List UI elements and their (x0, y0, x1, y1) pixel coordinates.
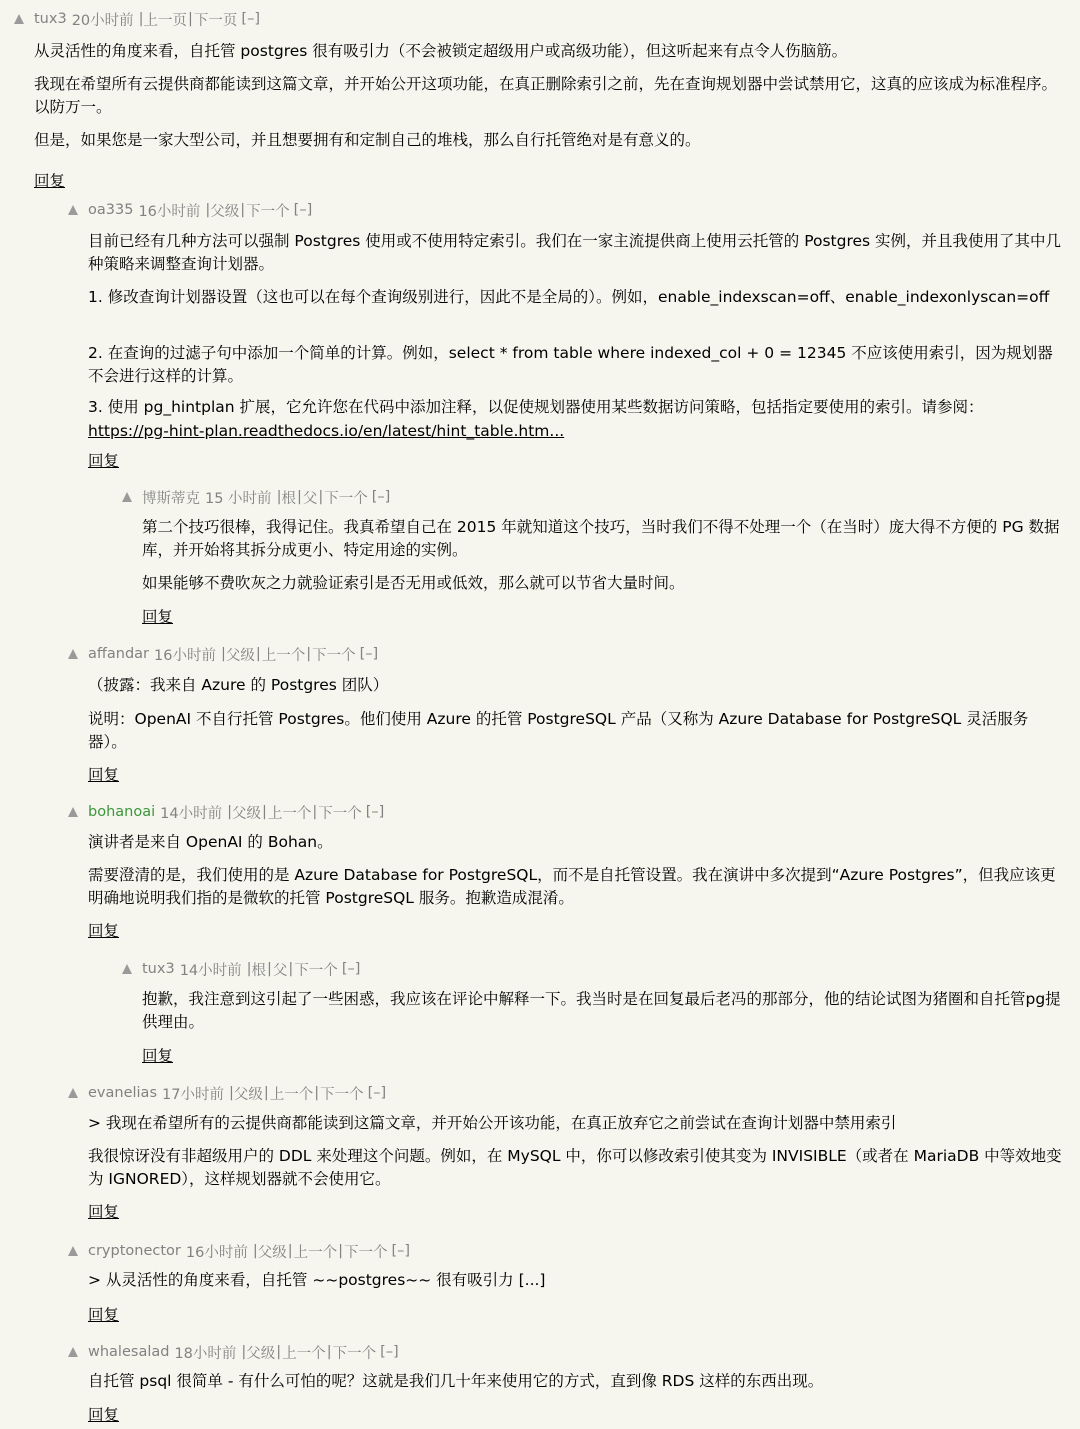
nav-link[interactable]: 父 (302, 490, 318, 507)
upvote-arrow-icon[interactable] (68, 205, 78, 215)
comment-age-link[interactable]: 17小时前 (162, 1086, 224, 1103)
nav-separator: | (241, 1344, 247, 1360)
comment-paragraph: 第二个技巧很棒，我得记住。我真希望自己在 2015 年就知道这个技巧，当时我们不得不处理一个（在当时）庞大得不方便的 PG 数据库，并开始将其拆分成更小、特定用途的实例。 (142, 518, 1060, 559)
comment-paragraph: 抱歉，我注意到这引起了一些困惑，我应该在评论中解释一下。我当时是在回复最后老冯的那部分，他的结论试图为猪圈和自托管pg提供理由。 (142, 990, 1061, 1031)
nav-separator: | (205, 202, 211, 218)
comment-paragraph: 演讲者是来自 OpenAI 的 Bohan。 (88, 833, 333, 851)
nav-separator: | (263, 1085, 269, 1101)
upvote-arrow-icon[interactable] (14, 14, 24, 24)
nav-separator: | (227, 804, 232, 820)
nav-separator: | (326, 1344, 332, 1360)
nav-link[interactable]: 上一个 (261, 647, 306, 664)
comment-paragraph: 需要澄清的是，我们使用的是 Azure Database for PostgreSQL，而不是自托管设置。我在演讲中多次提到“Azure Postgres”，但我应该更明确地说明我们指的是微软的托管 PostgreSQL 服务。抱歉造成混淆。 (88, 866, 1056, 907)
comment-header (122, 486, 390, 508)
nav-link[interactable]: 下一个 (246, 203, 290, 220)
comment-age-link[interactable]: 16小时前 (185, 1244, 248, 1261)
collapse-toggle[interactable]: [–] (367, 1085, 387, 1101)
nav-link[interactable]: 上一个 (293, 1244, 338, 1261)
reply-link[interactable]: 回复 (88, 922, 120, 940)
comment-paragraph: 自托管 psql 很简单 - 有什么可怕的呢？这就是我们几十年来使用它的方式，直到像 RDS 这样的东西出现。 (88, 1372, 824, 1390)
comment-age-link[interactable]: 20小时前 (71, 12, 134, 29)
comment-paragraph: 目前已经有几种方法可以强制 Postgres 使用或不使用特定索引。我们在一家主流提供商上使用云托管的 Postgres 实例，并且我使用了其中几种策略来调整查询计划器。 (88, 232, 1062, 273)
comment-header (68, 1082, 386, 1104)
nav-separator: | (312, 804, 318, 820)
collapse-toggle[interactable]: [–] (391, 1243, 411, 1259)
collapse-toggle[interactable]: [–] (359, 646, 379, 662)
nav-separator: | (276, 489, 282, 505)
collapse-toggle[interactable]: [–] (341, 961, 361, 977)
nav-link[interactable]: 父级 (225, 647, 255, 664)
nav-separator: | (288, 961, 294, 977)
reply-link[interactable]: 回复 (142, 1047, 174, 1065)
comment-header (68, 643, 378, 665)
comment-author-link[interactable]: whalesalad (88, 1344, 170, 1360)
collapse-toggle[interactable]: [–] (241, 11, 260, 27)
nav-separator: | (240, 202, 246, 218)
nav-separator: | (314, 1085, 320, 1101)
comment-age-link[interactable]: 14小时前 (179, 962, 242, 979)
nav-separator: | (255, 646, 261, 662)
collapse-toggle[interactable]: [–] (365, 804, 385, 820)
nav-link[interactable]: 父级 (231, 805, 261, 822)
upvote-arrow-icon[interactable] (68, 1246, 78, 1256)
comment-author-link[interactable]: bohanoai (88, 804, 156, 820)
nav-link[interactable]: 父级 (257, 1244, 287, 1261)
nav-separator: | (296, 489, 302, 505)
nav-link[interactable]: 下一个 (320, 1086, 364, 1103)
nav-link[interactable]: 上一个 (269, 1086, 314, 1103)
comment-age-link[interactable]: 14小时前 (160, 805, 223, 822)
reply-link[interactable]: 回复 (34, 172, 66, 190)
comment-age-link[interactable]: 15 小时前 (205, 490, 272, 507)
nav-link[interactable]: 下一个 (294, 962, 338, 979)
nav-separator: | (267, 961, 272, 977)
comment-paragraph: 3. 使用 pg_hintplan 扩展，它允许您在代码中添加注释，以促使规划器使用某些数据访问策略，包括指定要使用的索引。请参阅： (88, 398, 984, 416)
comment-author-link[interactable]: tux3 (34, 11, 67, 27)
reply-link[interactable]: 回复 (88, 1203, 120, 1221)
nav-separator: | (188, 11, 193, 27)
nav-link[interactable]: 上一页 (143, 12, 188, 29)
nav-link[interactable]: 下一个 (324, 490, 368, 507)
comment-paragraph: 从灵活性的角度来看，自托管 postgres 很有吸引力（不会被锁定超级用户或高级功能），但这听起来有点令人伤脑筋。 (34, 42, 848, 60)
comment-author-link[interactable]: oa335 (88, 202, 134, 218)
nav-separator: | (246, 961, 252, 977)
comment-author-link[interactable]: cryptonector (88, 1243, 181, 1259)
nav-link[interactable]: 根 (251, 962, 267, 979)
comment-header (122, 958, 360, 980)
nav-separator: | (252, 1243, 258, 1259)
upvote-arrow-icon[interactable] (68, 1347, 78, 1357)
comment-paragraph: 但是，如果您是一家大型公司，并且想要拥有和定制自己的堆栈，那么自行托管绝对是有意义的。 (34, 131, 701, 149)
comment-header (68, 801, 384, 823)
comment-header (68, 1240, 410, 1262)
comment-paragraph: > 从灵活性的角度来看，自托管 ~~postgres~~ 很有吸引力 [...] (88, 1271, 546, 1289)
nav-link[interactable]: 下一页 (193, 12, 238, 29)
nav-separator: | (261, 804, 267, 820)
nav-link[interactable]: 下一个 (312, 647, 356, 664)
comment-paragraph: 2. 在查询的过滤子句中添加一个简单的计算。例如，select * from table where indexed_col + 0 = 12345 不应该使用索引，因为规划器不会进行这样的计算。 (88, 344, 1053, 385)
comment-paragraph: 我现在希望所有云提供商都能读到这篇文章，并开始公开这项功能，在真正删除索引之前，先在查询规划器中尝试禁用它，这真的应该成为标准程序。以防万一。 (34, 75, 1058, 116)
collapse-toggle[interactable]: [–] (293, 202, 313, 218)
comment-age-link[interactable]: 16小时前 (138, 203, 201, 220)
comment-age-link[interactable]: 18小时前 (174, 1345, 237, 1362)
upvote-arrow-icon[interactable] (68, 1088, 78, 1098)
upvote-arrow-icon[interactable] (122, 964, 132, 974)
collapse-toggle[interactable]: [–] (380, 1344, 399, 1360)
nav-separator: | (220, 646, 226, 662)
nav-link[interactable]: 下一个 (344, 1244, 388, 1261)
nav-separator: | (338, 1243, 344, 1259)
comment-header (68, 199, 312, 221)
comment-header (68, 1341, 399, 1363)
reply-link[interactable]: 回复 (88, 452, 120, 470)
comment-paragraph: 我很惊讶没有非超级用户的 DDL 来处理这个问题。例如，在 MySQL 中，你可以修改索引使其变为 INVISIBLE（或者在 MariaDB 中等效地变为 IGNORED），这样规划器就不会使用它。 (88, 1147, 1062, 1188)
comment-author-link[interactable]: evanelias (88, 1085, 157, 1101)
comment-header (14, 8, 260, 30)
comment-author-link[interactable]: 博斯蒂克 (142, 490, 200, 507)
nav-separator: | (276, 1344, 282, 1360)
nav-separator: | (287, 1243, 293, 1259)
comment-link-line (88, 420, 1062, 443)
comment-paragraph: 1. 修改查询计划器设置（这也可以在每个查询级别进行，因此不是全局的）。例如，enable_indexscan=off、enable_indexonlyscan=off (88, 288, 1050, 306)
nav-separator: | (306, 646, 312, 662)
comment-age-link[interactable]: 16小时前 (154, 647, 216, 664)
comment-author-link[interactable]: affandar (88, 646, 150, 662)
upvote-arrow-icon[interactable] (68, 807, 78, 817)
nav-link[interactable]: 父级 (210, 203, 240, 220)
nav-separator: | (318, 489, 324, 505)
nav-link[interactable]: 下一个 (332, 1345, 377, 1362)
reply-link[interactable]: 回复 (88, 1306, 120, 1324)
nav-separator: | (138, 11, 144, 27)
reply-link[interactable]: 回复 (88, 1406, 120, 1424)
nav-link[interactable]: 父级 (233, 1086, 263, 1103)
nav-link[interactable]: 父 (272, 962, 288, 979)
nav-link[interactable]: 上一个 (282, 1345, 326, 1362)
external-link[interactable]: https://pg-hint-plan.readthedocs.io/en/latest/hint_table.htm... (88, 422, 565, 440)
nav-link[interactable]: 下一个 (318, 805, 362, 822)
collapse-toggle[interactable]: [–] (371, 489, 391, 505)
comment-paragraph: > 我现在希望所有的云提供商都能读到这篇文章，并开始公开该功能，在真正放弃它之前尝试在查询计划器中禁用索引 (88, 1114, 897, 1132)
nav-link[interactable]: 上一个 (267, 805, 312, 822)
comment-paragraph: 如果能够不费吹灰之力就验证索引是否无用或低效，那么就可以节省大量时间。 (142, 574, 685, 592)
upvote-arrow-icon[interactable] (122, 492, 132, 502)
comment-author-link[interactable]: tux3 (142, 961, 175, 977)
upvote-arrow-icon[interactable] (68, 649, 78, 659)
reply-link[interactable]: 回复 (142, 608, 174, 626)
comment-paragraph: （披露：我来自 Azure 的 Postgres 团队） (88, 676, 389, 694)
nav-link[interactable]: 父级 (246, 1345, 276, 1362)
reply-link[interactable]: 回复 (88, 766, 120, 784)
comment-paragraph: 说明：OpenAI 不自行托管 Postgres。他们使用 Azure 的托管 PostgreSQL 产品（又称为 Azure Database for PostgreSQL 灵活服务器）。 (88, 710, 1029, 751)
nav-separator: | (228, 1085, 234, 1101)
nav-link[interactable]: 根 (281, 490, 296, 507)
